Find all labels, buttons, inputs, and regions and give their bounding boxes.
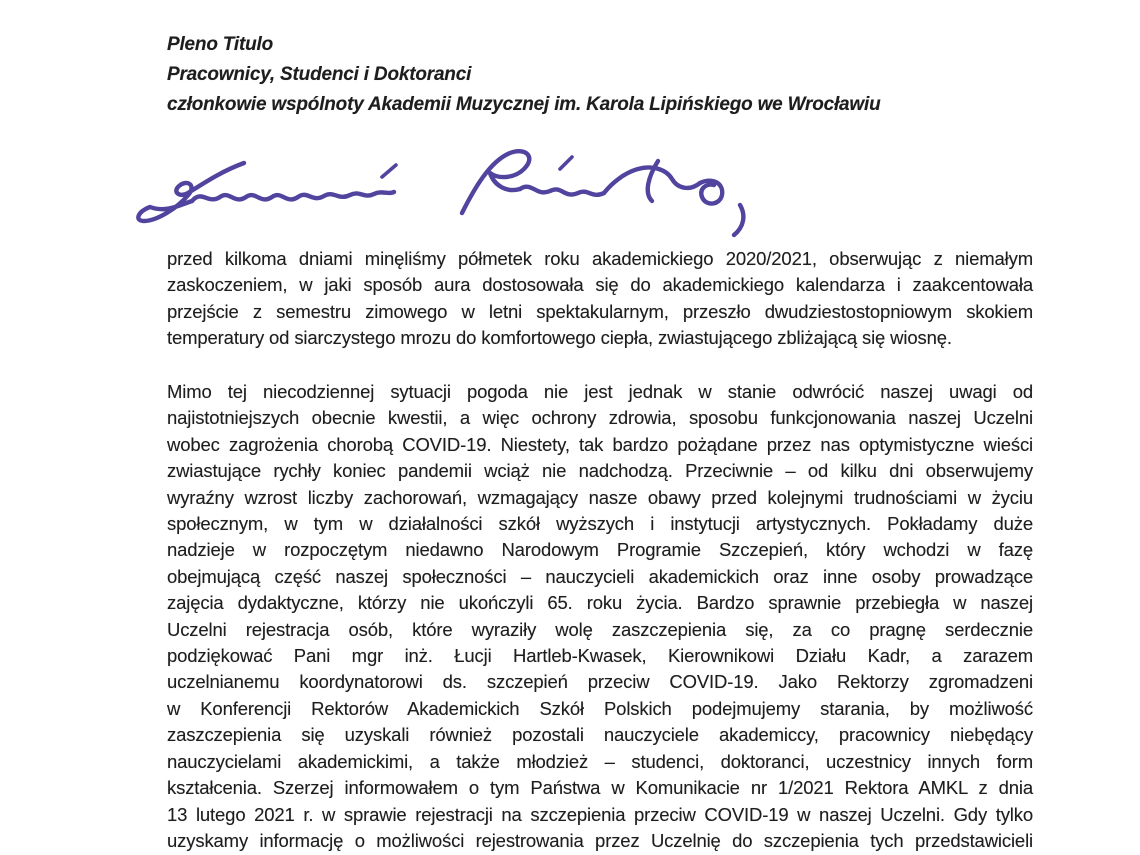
text-line: zaszczepienia się uzyskali również pozostali nauczyciele akademiccy, pracownicy niebędący — [167, 724, 1033, 746]
text-line: podziękować Pani mgr inż. Łucji Hartleb-Kwasek, Kierownikowi Działu Kadr, a zarazem — [167, 645, 1033, 667]
text-line: zwiastujące rychły koniec pandemii wciąż nie nadchodzą. Przeciwnie – od kilku dni obserwujemy — [167, 460, 1033, 482]
text-line: w Konferencji Rektorów Akademickich Szkół Polskich podejmujemy starania, by możliwość — [167, 697, 1033, 719]
handwriting-stroke — [192, 192, 394, 201]
text-line: społecznym, w tym w działalności szkół wyższych i instytucji artystycznych. Pokładamy duże — [167, 513, 1033, 535]
paragraph-covid-vaccination — [167, 379, 1033, 854]
header-line-pleno-titulo: Pleno Titulo — [167, 34, 273, 55]
text-line: uczelnianemu koordynatorowi ds. szczepień przeciw COVID-19. Jako Rektorzy zgromadzeni — [167, 671, 1033, 693]
paragraph-weather — [167, 246, 1033, 352]
text-line: kształcenia. Szerzej informowałem o tym Państwa w Komunikacie nr 1/2021 Rektora AMKL z dnia — [167, 777, 1033, 799]
text-line: najistotniejszych obecnie kwestii, a więc ochrony zdrowia, sposobu funkcjonowania naszej Uczelni — [167, 407, 1033, 429]
text-line: zaskoczeniem, w jaki sposób aura dostosowała się do akademickiego kalendarza i zaakcentowała — [167, 274, 1033, 296]
handwriting-svg — [122, 143, 772, 248]
handwriting-stroke — [734, 205, 743, 235]
handwriting-stroke — [138, 163, 244, 221]
text-line: nadzieje w rozpoczętym niedawno Narodowym Programie Szczepień, który wchodzi w fazę — [167, 539, 1033, 561]
text-line: zajęcia dydaktyczne, którzy nie ukończyli 65. roku życia. Bardzo sprawnie przebiegła w naszej — [167, 592, 1033, 614]
handwriting-stroke — [560, 157, 572, 169]
handwriting-stroke — [520, 187, 604, 195]
handwriting-stroke — [462, 151, 529, 213]
text-line: temperatury od siarczystego mrozu do komfortowego ciepła, zwiastującego zbliżającą się wiosnę. — [167, 327, 952, 349]
handwriting-stroke — [382, 165, 396, 177]
text-line: Uczelni rejestracja osób, które wyraziły wolę zaszczepienia się, za co pragnę serdecznie — [167, 618, 1033, 640]
text-line: przejście z semestru zimowego w letni spektakularnym, przeszło dwudziestostopniowym skokiem — [167, 300, 1033, 322]
handwritten-salutation — [122, 143, 772, 248]
handwriting-stroke — [700, 181, 722, 204]
letter-addressee-header — [167, 30, 1067, 120]
header-line-addressees: Pracownicy, Studenci i Doktoranci — [167, 64, 472, 85]
text-line: przed kilkoma dniami minęliśmy półmetek roku akademickiego 2020/2021, obserwując z niemałym — [167, 248, 1033, 269]
text-line: nauczycielami akademickimi, a także młodzież – studenci, doktoranci, uczestnicy innych form — [167, 750, 1033, 772]
text-line: uzyskamy informację o możliwości rejestrowania przez Uczelnię do szczepienia tych przedstawicieli — [167, 829, 1033, 851]
header-line-community: członkowie wspólnoty Akademii Muzycznej im. Karola Lipińskiego we Wrocławiu — [167, 94, 881, 115]
text-line: obejmującą część naszej społeczności – nauczycieli akademickich oraz inne osoby prowadzące — [167, 565, 1033, 587]
text-line: wyraźny wzrost liczby zachorowań, wzmagający nasze obawy przed kolejnymi trudnościami w życiu — [167, 486, 1033, 508]
text-line: Mimo tej niecodziennej sytuacji pogoda nie jest jednak w stanie odwrócić naszej uwagi od — [167, 381, 1033, 402]
text-line: 13 lutego 2021 r. w sprawie rejestracji na szczepienia przeciw COVID-19 w naszej Uczelni. Gdy tylko — [167, 803, 1033, 825]
text-line: wobec zagrożenia chorobą COVID-19. Niestety, tak bardzo pożądane przez nas optymistyczne wieści — [167, 433, 1033, 455]
